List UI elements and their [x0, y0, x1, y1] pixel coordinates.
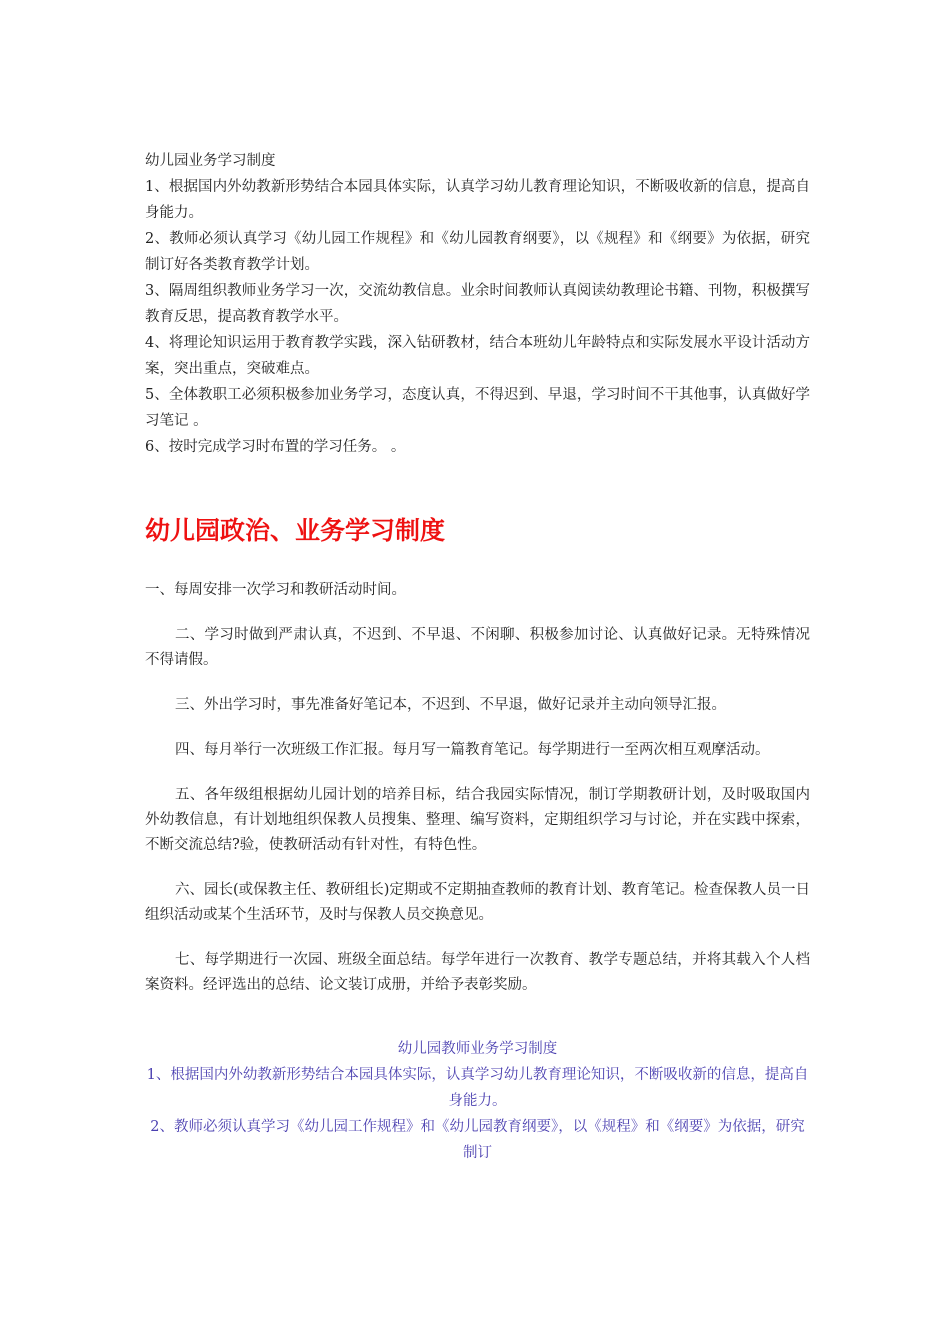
- rule-item: 2、教师必须认真学习《幼儿园工作规程》和《幼儿园教育纲要》，以《规程》和《纲要》为依据，研究制订好各类教育教学计划。: [145, 231, 810, 273]
- rule-item: 六、园长(或保教主任、教研组长)定期或不定期抽查教师的教育计划、教育笔记。检查保教人员一日组织活动或某个生活环节，及时与保教人员交换意见。: [145, 882, 810, 923]
- rule-item: 1、根据国内外幼教新形势结合本园具体实际，认真学习幼儿教育理论知识，不断吸收新的信息，提高自身能力。: [146, 1067, 809, 1109]
- rule-item: 七、每学期进行一次园、班级全面总结。每学年进行一次教育、教学专题总结，并将其载入个人档案资料。经评选出的总结、论文装订成册，并给予表彰奖励。: [145, 952, 810, 993]
- rule-item: 一、每周安排一次学习和教研活动时间。: [145, 582, 406, 598]
- section-heading: 幼儿园政治、业务学习制度: [145, 516, 446, 545]
- section-business-study-rules: [145, 148, 810, 460]
- rule-item: 三、外出学习时，事先准备好笔记本，不迟到、不早退，做好记录并主动向领导汇报。: [175, 697, 726, 713]
- section-political-business-study-rules: [145, 514, 810, 998]
- rule-item: 1、根据国内外幼教新形势结合本园具体实际，认真学习幼儿教育理论知识，不断吸收新的信息，提高自身能力。: [145, 179, 810, 221]
- rule-item: 6、按时完成学习时布置的学习任务。 。: [145, 439, 406, 455]
- rule-item: 二、学习时做到严肃认真，不迟到、不早退、不闲聊、积极参加讨论、认真做好记录。无特殊情况不得请假。: [145, 627, 810, 668]
- document-content: [145, 148, 810, 1166]
- section-title: 幼儿园业务学习制度: [145, 153, 276, 169]
- rule-item: 3、隔周组织教师业务学习一次，交流幼教信息。业余时间教师认真阅读幼教理论书籍、刊物，积极撰写教育反思，提高教育教学水平。: [145, 283, 810, 325]
- rule-item: 4、将理论知识运用于教育教学实践，深入钻研教材，结合本班幼儿年龄特点和实际发展水平设计活动方案，突出重点，突破难点。: [145, 335, 810, 377]
- rule-item: 2、教师必须认真学习《幼儿园工作规程》和《幼儿园教育纲要》，以《规程》和《纲要》为依据，研究制订: [150, 1119, 805, 1161]
- rule-item: 5、全体教职工必须积极参加业务学习，态度认真，不得迟到、早退，学习时间不干其他事，认真做好学习笔记 。: [145, 387, 810, 429]
- rule-item: 四、每月举行一次班级工作汇报。每月写一篇教育笔记。每学期进行一至两次相互观摩活动。: [175, 742, 770, 758]
- section-teacher-business-study-rules: [145, 1036, 810, 1166]
- section-title: 幼儿园教师业务学习制度: [397, 1041, 558, 1057]
- rule-item: 五、各年级组根据幼儿园计划的培养目标，结合我园实际情况，制订学期教研计划，及时吸取国内外幼教信息，有计划地组织保教人员搜集、整理、编写资料，定期组织学习与讨论，并在实践中探索，不断交流总结?验，使教研活动有针对性，有特色性。: [145, 787, 810, 853]
